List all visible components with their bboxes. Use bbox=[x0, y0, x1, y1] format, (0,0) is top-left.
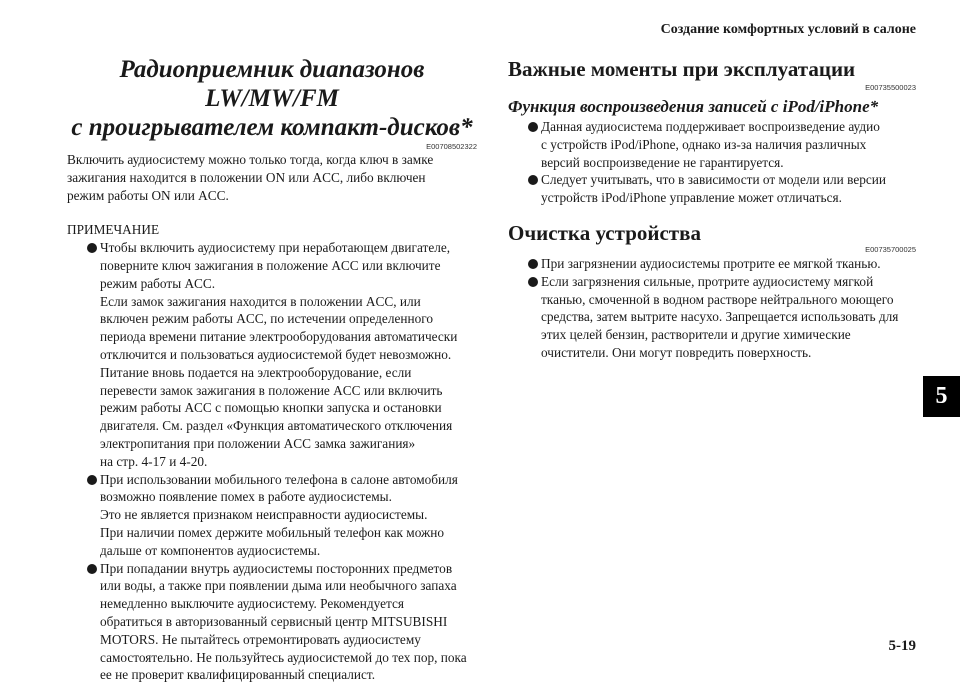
ipod-bullet-list bbox=[508, 118, 916, 207]
bullet-icon bbox=[87, 564, 97, 574]
text-line: При использовании мобильного телефона в салоне автомобиля bbox=[100, 471, 458, 487]
text-line: электропитания при положении ACC замка зажигания» bbox=[100, 435, 416, 451]
subsection-title-ipod: Функция воспроизведения записей с iPod/iPhone* bbox=[508, 97, 879, 116]
text-line: перевести замок зажигания в положение ACC или включить bbox=[100, 382, 443, 398]
running-header: Создание комфортных условий в салоне bbox=[660, 22, 916, 37]
text-line: режим работы ON или ACC. bbox=[67, 187, 229, 203]
text-line: При попадании внутрь аудиосистемы посторонних предметов bbox=[100, 560, 453, 576]
section-code: E00735500023 bbox=[865, 83, 916, 92]
text-line: При наличии помех держите мобильный телефон как можно bbox=[100, 524, 444, 540]
text-line: Данная аудиосистема поддерживает воспроизведение аудио bbox=[541, 119, 880, 134]
text-line: режим работы ACC. bbox=[100, 275, 216, 291]
text-line: Если загрязнения сильные, протрите аудиосистему мягкой bbox=[541, 273, 874, 289]
text-line: версий воспроизведение не гарантируется. bbox=[541, 154, 784, 170]
text-line: При загрязнении аудиосистемы протрите ее мягкой тканью. bbox=[541, 255, 881, 271]
section-title-cleaning: Очистка устройства bbox=[508, 220, 701, 245]
text-line: ее не проверит квалифицированный специалист. bbox=[100, 667, 376, 683]
text-line: очистители. Они могут повредить поверхность. bbox=[541, 344, 812, 360]
text-line: или воды, а также при появлении дыма или необычного запаха bbox=[100, 578, 457, 594]
text-line: немедленно выключите аудиосистему. Рекомендуется bbox=[100, 596, 405, 612]
text-line: этих целей бензин, растворители и другие химические bbox=[541, 327, 851, 343]
text-line: устройств iPod/iPhone управление может отличаться. bbox=[541, 190, 842, 206]
text-line: Чтобы включить аудиосистему при неработающем двигателе, bbox=[100, 240, 451, 256]
page-number: 5-19 bbox=[888, 638, 916, 654]
section-code: E00735700025 bbox=[865, 244, 916, 254]
bullet-icon bbox=[528, 259, 538, 269]
text-line: MOTORS. Не пытайтесь отремонтировать аудиосистему bbox=[100, 631, 421, 647]
text-line: с устройств iPod/iPhone, однако из-за наличия различных bbox=[541, 136, 867, 152]
text-line: двигателя. См. раздел «Функция автоматического отключения bbox=[100, 418, 453, 434]
title-line-1: Радиоприемник диапазонов LW/MW/FM bbox=[119, 56, 425, 112]
text-line: Питание вновь подается на электрооборудование, если bbox=[100, 364, 412, 380]
left-column bbox=[67, 55, 477, 684]
text-line: Включить аудиосистему можно только тогда, когда ключ в замке bbox=[67, 152, 434, 167]
bullet-icon bbox=[528, 122, 538, 132]
text-line: включен режим работы ACC, по истечении определенного bbox=[100, 311, 434, 327]
text-line: периода времени питание электрооборудования автоматически bbox=[100, 329, 458, 345]
text-line: Это не является признаком неисправности аудиосистемы. bbox=[100, 507, 428, 523]
bullet-icon bbox=[528, 175, 538, 185]
bullet-icon bbox=[87, 243, 97, 253]
text-line: тканью, смоченной в водном растворе нейтрального моющего bbox=[541, 291, 894, 307]
text-line: обратиться в авторизованный сервисный центр MITSUBISHI bbox=[100, 613, 448, 629]
list-item bbox=[67, 239, 477, 470]
text-line: самостоятельно. Не пользуйтесь аудиосистемой до тех пор, пока bbox=[100, 649, 467, 665]
text-line: возможно появление помех в работе аудиосистемы. bbox=[100, 489, 392, 505]
title-line-2: с проигрывателем компакт-дисков* bbox=[71, 114, 473, 141]
text-line: дальше от компонентов аудиосистемы. bbox=[100, 542, 321, 558]
section-code: E00708502322 bbox=[426, 142, 477, 151]
text-line: на стр. 4-17 и 4-20. bbox=[100, 453, 208, 469]
list-item bbox=[508, 255, 916, 273]
list-item bbox=[67, 560, 477, 684]
text-line: зажигания находится в положении ON или ACC, либо включен bbox=[67, 169, 426, 185]
list-item bbox=[508, 171, 916, 207]
text-line: Если замок зажигания находится в положении ACC, или bbox=[100, 293, 421, 309]
intro-paragraph bbox=[67, 151, 477, 204]
list-item bbox=[508, 118, 916, 171]
note-heading: ПРИМЕЧАНИЕ bbox=[67, 222, 160, 238]
cleaning-bullet-list bbox=[508, 255, 916, 362]
chapter-tab: 5 bbox=[923, 376, 960, 417]
text-line: Следует учитывать, что в зависимости от модели или версии bbox=[541, 172, 887, 188]
note-bullet-list bbox=[67, 239, 477, 684]
bullet-icon bbox=[87, 475, 97, 485]
list-item bbox=[67, 471, 477, 560]
text-line: средства, затем вытрите насухо. Запрещается использовать для bbox=[541, 309, 899, 325]
list-item bbox=[508, 273, 916, 362]
text-line: поверните ключ зажигания в положение ACC или включите bbox=[100, 257, 441, 273]
bullet-icon bbox=[528, 277, 538, 287]
text-line: отключится и пользоваться аудиосистемой будет невозможно. bbox=[100, 346, 452, 362]
right-column bbox=[508, 55, 916, 362]
text-line: режим работы ACC с помощью кнопки запуска и остановки bbox=[100, 400, 442, 416]
section-title-operation: Важные моменты при эксплуатации bbox=[508, 57, 856, 81]
section-title-radio bbox=[67, 55, 477, 142]
